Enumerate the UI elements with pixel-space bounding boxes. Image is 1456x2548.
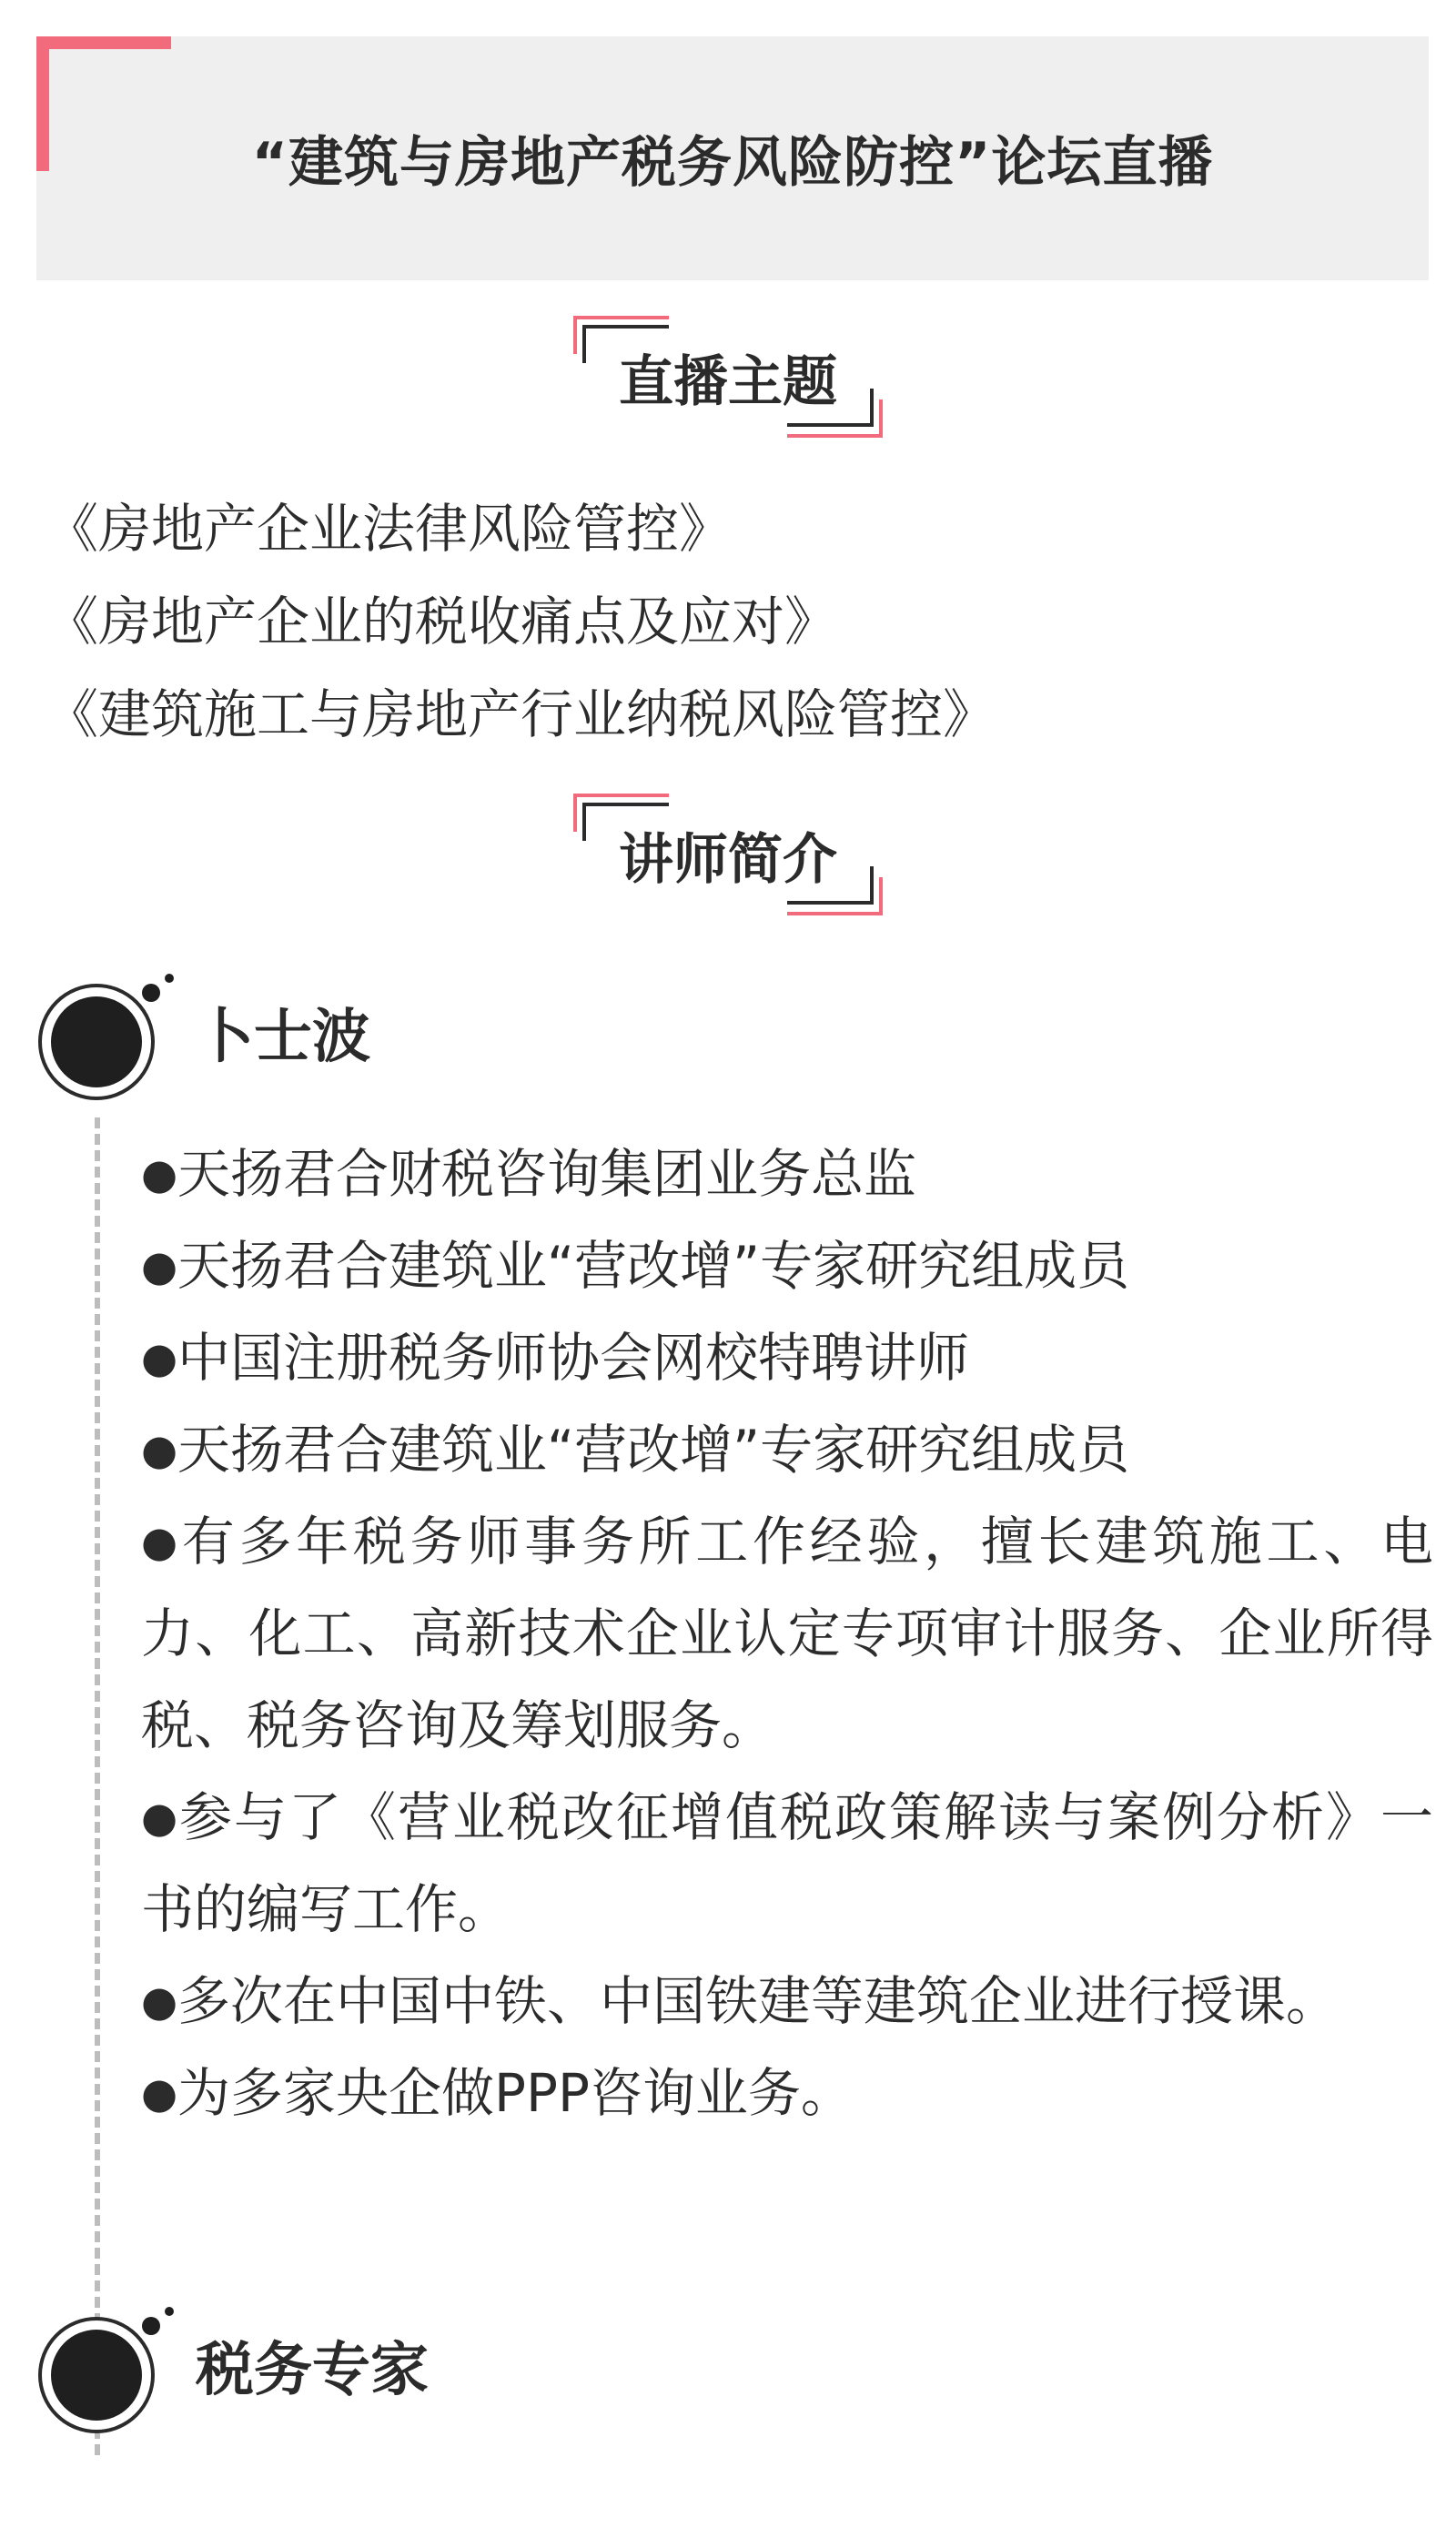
bullet-icon: ● xyxy=(141,1425,178,1474)
bullet-icon: ● xyxy=(141,1241,178,1290)
topic-item: 《房地产企业的税收痛点及应对》 xyxy=(46,591,838,652)
bio-item: ●多次在中国中铁、中国铁建等建筑企业进行授课。 xyxy=(141,1956,1433,2048)
bullet-icon: ● xyxy=(141,1149,178,1198)
bio-item: ●天扬君合财税咨询集团业务总监 xyxy=(141,1128,1433,1220)
speaker-card xyxy=(36,2302,1438,2439)
speaker-card xyxy=(36,969,1438,1106)
bio-item: ●有多年税务师事务所工作经验，擅长建筑施工、电力、化工、高新技术企业认定专项审计服务、企业所得税、税务咨询及筹划服务。 xyxy=(141,1496,1433,1772)
timeline-node-icon xyxy=(36,969,182,1106)
timeline-node-icon xyxy=(36,2302,182,2439)
page-title: “建筑与房地产税务风险防控”论坛直播 xyxy=(251,131,1214,195)
bullet-icon: ● xyxy=(141,1517,178,1566)
speakers-heading xyxy=(0,792,1456,919)
bio-item: ●天扬君合建筑业“营改增”专家研究组成员 xyxy=(141,1220,1433,1312)
topic-item: 《房地产企业法律风险管控》 xyxy=(46,498,733,560)
bullet-icon: ● xyxy=(141,1793,178,1842)
bullet-icon: ● xyxy=(141,2068,178,2118)
speaker-name: 卜士波 xyxy=(196,1004,370,1071)
speaker-bio-list xyxy=(141,1128,1433,2139)
speaker-name: 税务专家 xyxy=(196,2337,429,2404)
speaker-header xyxy=(36,2302,1438,2439)
topic-list xyxy=(46,482,1429,761)
bio-item: ●参与了《营业税改征增值税政策解读与案例分析》一书的编写工作。 xyxy=(141,1772,1433,1956)
speakers-heading-label: 讲师简介 xyxy=(619,828,837,892)
topic-item: 《建筑施工与房地产行业纳税风险管控》 xyxy=(46,683,996,745)
topics-heading xyxy=(0,314,1456,441)
speaker-header xyxy=(36,969,1438,1106)
bio-item: ●为多家央企做PPP咨询业务。 xyxy=(141,2048,1433,2139)
topics-heading-label: 直播主题 xyxy=(619,350,837,414)
timeline-line xyxy=(95,1117,100,2455)
bio-item: ●中国注册税务师协会网校特聘讲师 xyxy=(141,1312,1433,1404)
bullet-icon: ● xyxy=(141,1333,178,1382)
bio-item: ●天扬君合建筑业“营改增”专家研究组成员 xyxy=(141,1404,1433,1496)
bullet-icon: ● xyxy=(141,1977,178,2026)
